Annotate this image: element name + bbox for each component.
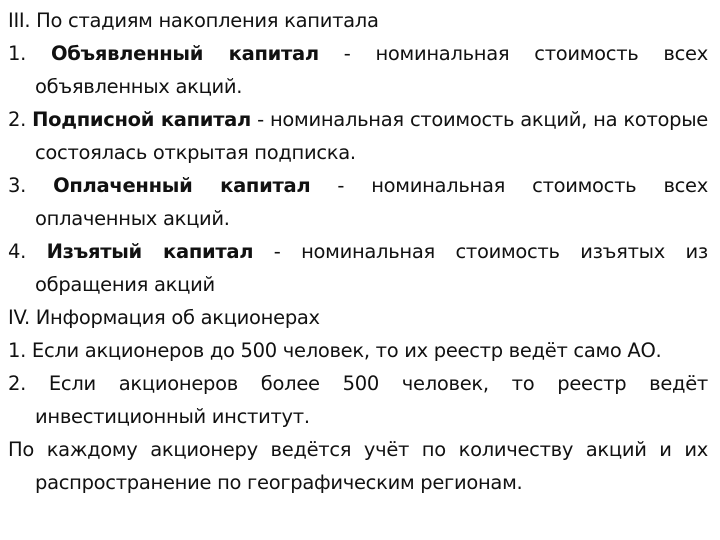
item-text: - номинальная стоимость акций, на которые состоялась открытая подписка. (35, 108, 709, 164)
item-text: - номинальная стоимость всех объявленных акций. (35, 42, 708, 98)
list-item-paid-capital (8, 169, 708, 235)
list-item-withdrawn-capital (8, 235, 708, 301)
section-4-heading: IV. Информация об акционерах (8, 306, 320, 329)
item-term: Изъятый капитал (46, 240, 254, 263)
list-item-under-500 (8, 334, 708, 367)
item-term: Оплаченный капитал (53, 174, 311, 197)
list-item-over-500 (8, 367, 708, 433)
list-item-declared-capital (8, 37, 708, 103)
item-text: Если акционеров до 500 человек, то их реестр ведёт само АО. (31, 339, 662, 362)
item-term: Объявленный капитал (50, 42, 319, 65)
item-number: 2. (8, 108, 27, 131)
item-term: Подписной капитал (32, 108, 252, 131)
list-item-subscribed-capital (8, 103, 708, 169)
shareholder-note: По каждому акционеру ведётся учёт по количеству акций и их распространение по географическим регионам. (8, 438, 708, 494)
item-number: 1. (8, 339, 27, 362)
item-text: - номинальная стоимость изъятых из обращения акций (35, 240, 708, 296)
slide-body (8, 4, 708, 499)
item-number: 4. (8, 240, 27, 263)
item-number: 3. (8, 174, 27, 197)
item-number: 1. (8, 42, 27, 65)
section-3-heading: III. По стадиям накопления капитала (8, 9, 379, 32)
item-text: - номинальная стоимость всех оплаченных акций. (35, 174, 708, 230)
item-text: Если акционеров более 500 человек, то реестр ведёт инвестиционный институт. (35, 372, 708, 428)
item-number: 2. (8, 372, 27, 395)
